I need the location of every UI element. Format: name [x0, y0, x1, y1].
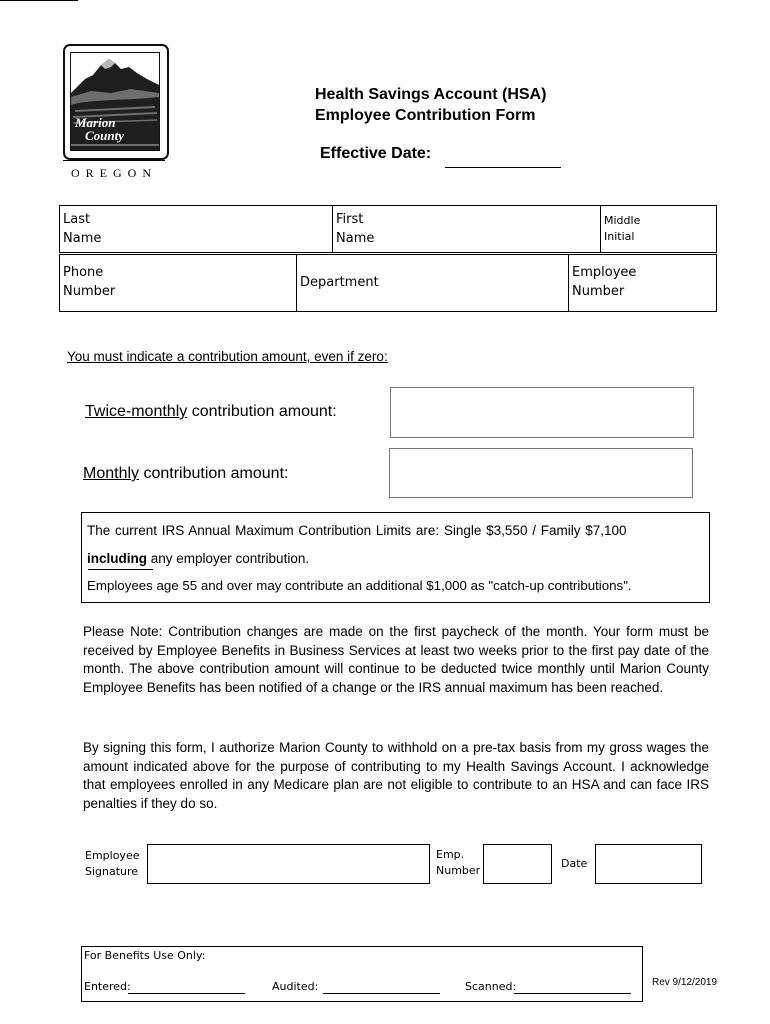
logo-divider	[63, 160, 165, 161]
irs-limit-line1: The current IRS Annual Maximum Contribution Limits are: Single $3,550 / Family $7,100	[87, 523, 627, 538]
entered-label: Entered:	[84, 980, 131, 993]
department-label: Department	[300, 275, 379, 290]
monthly-amount-input[interactable]	[389, 448, 693, 498]
please-note-paragraph: Please Note: Contribution changes are made on the first paycheck of the month. Your form must be received by Employee Benefits in Business Services at least two weeks prior to the first pay date of the month. The above contribution amount will continue to be deducted twice monthly until Marion County Employee Benefits has been notified of a change or the IRS annual maximum has been reached.	[83, 624, 709, 695]
employee-signature-label: Employee Signature	[85, 849, 140, 878]
scanned-label: Scanned:	[465, 980, 517, 993]
phone-number-field[interactable]	[59, 254, 297, 312]
phone-label-2: Number	[63, 284, 116, 299]
employee-number-field[interactable]	[568, 254, 717, 312]
employee-number-label-1: Employee	[572, 265, 637, 280]
middle-initial-label-1: Middle	[604, 214, 641, 227]
first-name-label-2: Name	[336, 231, 375, 246]
logo-text-county: County	[85, 128, 125, 143]
authorization-paragraph: By signing this form, I authorize Marion County to withhold on a pre-tax basis from my gross wages the amount indicated above for the purpose of contributing to my Health Savings Account. I acknowledge that employees enrolled in any Medicare plan are not eligible to contribute to an HSA and can face IRS penalties if they do so.	[83, 740, 709, 811]
emp-number-label: Emp. Number	[436, 848, 481, 877]
notice-separator	[88, 569, 153, 570]
irs-limits-notice	[81, 512, 710, 603]
form-title-line1: Health Savings Account (HSA)	[315, 86, 547, 103]
logo-text-marion: Marion	[75, 115, 116, 130]
irs-limit-line3: Employees age 55 and over may contribute an additional $1,000 as "catch-up contributions".	[87, 578, 632, 593]
last-name-label-1: Last	[63, 212, 91, 227]
department-field[interactable]	[296, 254, 569, 312]
employee-number-label-2: Number	[572, 284, 625, 299]
date-input[interactable]	[595, 844, 702, 884]
emp-number-input[interactable]	[483, 844, 552, 884]
effective-date-input[interactable]	[445, 167, 561, 168]
entered-input[interactable]	[128, 993, 245, 994]
twice-monthly-amount-input[interactable]	[390, 387, 694, 438]
last-name-field[interactable]	[59, 205, 333, 253]
top-rule	[0, 0, 78, 1]
twice-monthly-label: Twice-monthly contribution amount:	[85, 403, 337, 420]
middle-initial-label-2: Initial	[604, 230, 635, 243]
monthly-label: Monthly contribution amount:	[83, 465, 289, 482]
audited-input[interactable]	[323, 993, 440, 994]
phone-label-1: Phone	[63, 265, 104, 280]
marion-county-logo	[63, 44, 169, 160]
employee-signature-input[interactable]	[147, 844, 430, 884]
benefits-use-heading: For Benefits Use Only:	[84, 949, 206, 962]
revision-label: Rev 9/12/2019	[652, 977, 718, 988]
middle-initial-field[interactable]	[600, 205, 717, 253]
benefits-use-only-box	[81, 946, 643, 1002]
irs-limit-line2: including any employer contribution.	[87, 551, 310, 566]
form-title-line2: Employee Contribution Form	[315, 107, 536, 124]
last-name-label-2: Name	[63, 231, 102, 246]
contribution-instruction: You must indicate a contribution amount, even if zero:	[67, 349, 388, 364]
scanned-input[interactable]	[514, 993, 631, 994]
effective-date-label: Effective Date:	[320, 145, 432, 162]
first-name-label-1: First	[336, 212, 364, 227]
logo-state-text: OREGON	[71, 166, 157, 180]
audited-label: Audited:	[272, 980, 319, 993]
first-name-field[interactable]	[332, 205, 601, 253]
date-label: Date	[561, 857, 588, 870]
